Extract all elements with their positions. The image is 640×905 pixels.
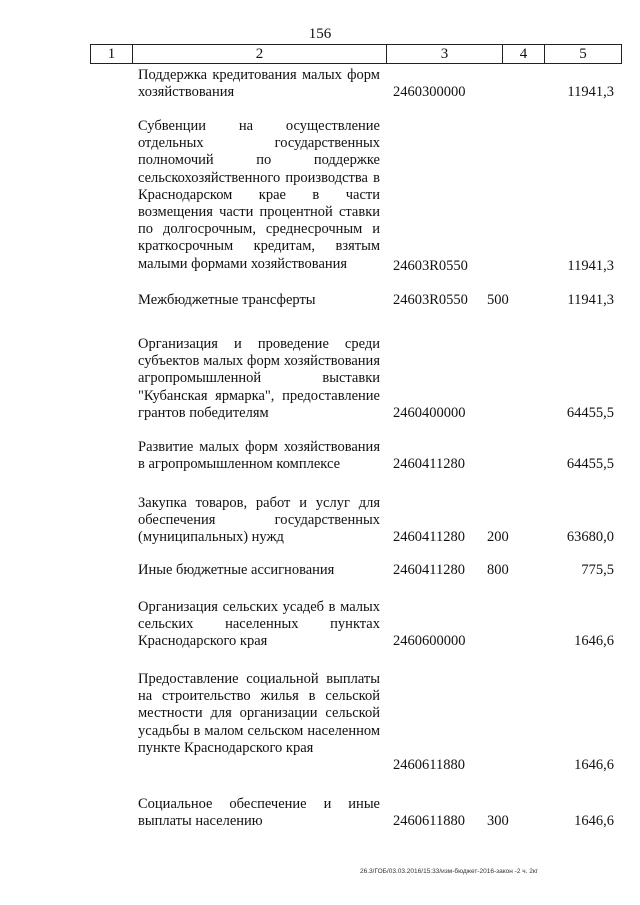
row-description: Предоставление социальной выплаты на строительство жилья в сельской местности для организации сельской усадьбы в малом сельском населенном пункте Краснодарского края: [138, 671, 380, 756]
table-row: [0, 439, 640, 495]
row-description: Межбюджетные трансферты: [138, 292, 316, 308]
row-expense-type: 300: [487, 813, 509, 829]
row-description: Поддержка кредитования малых форм хозяйствования: [138, 67, 380, 101]
header-col-1: 1: [90, 45, 132, 63]
row-code: 2460400000: [393, 405, 466, 421]
row-expense-type: 500: [487, 292, 509, 308]
row-amount: 64455,5: [566, 405, 614, 421]
row-description: Закупка товаров, работ и услуг для обеспечения государственных (муниципальных) нужд: [138, 495, 380, 546]
table-row: [0, 562, 640, 599]
row-description: Социальное обеспечение и иные выплаты населению: [138, 796, 380, 830]
header-col-2: 2: [132, 45, 386, 63]
header-col-4: 4: [502, 45, 544, 63]
table-row: [0, 599, 640, 671]
table-row: [0, 671, 640, 796]
row-description: Иные бюджетные ассигнования: [138, 562, 335, 578]
row-amount: 64455,5: [566, 456, 614, 472]
row-amount: 11941,3: [567, 84, 614, 100]
footer-document-stamp: 26.3/ГОБ/03.03.2016/15:33/изм-бюджет-2016-закон -2 ч. 2кг: [360, 868, 539, 875]
row-amount: 11941,3: [567, 258, 614, 274]
table-row: [0, 118, 640, 292]
row-code: 2460411280: [393, 562, 465, 578]
page-number: 156: [308, 26, 332, 42]
row-amount: 63680,0: [566, 529, 614, 545]
row-code: 24603R0550: [393, 258, 468, 274]
row-description: Субвенции на осуществление отдельных государственных полномочий по поддержке сельскохозяйственного производства в Краснодарском крае в части возмещения части процентной ставки по долгосрочным, среднесрочным и краткосрочным кредитам, взятым малыми формами хозяйствования: [138, 118, 380, 272]
table-row: [0, 336, 640, 439]
row-description: Организация и проведение среди субъектов малых форм хозяйствования агропромышленной выставки "Кубанская ярмарка", предоставление грантов победителям: [138, 336, 380, 421]
row-code: 24603R0550: [393, 292, 468, 308]
budget-table-body: [0, 67, 640, 836]
row-expense-type: 800: [487, 562, 509, 578]
header-col-5: 5: [544, 45, 622, 63]
row-amount: 11941,3: [567, 292, 614, 308]
row-description: Организация сельских усадеб в малых сельских населенных пунктах Краснодарского края: [138, 599, 380, 650]
row-code: 2460300000: [393, 84, 466, 100]
table-row: [0, 67, 640, 118]
header-col-3: 3: [386, 45, 502, 63]
row-code: 2460611880: [393, 757, 465, 773]
row-code: 2460600000: [393, 633, 466, 649]
row-code: 2460411280: [393, 529, 465, 545]
table-row: [0, 292, 640, 336]
row-amount: 1646,6: [574, 757, 614, 773]
row-amount: 775,5: [581, 562, 614, 578]
row-code: 2460611880: [393, 813, 465, 829]
row-amount: 1646,6: [574, 813, 614, 829]
table-row: [0, 495, 640, 562]
row-description: Развитие малых форм хозяйствования в агропромышленном комплексе: [138, 439, 380, 473]
table-header-row: [90, 44, 622, 64]
row-expense-type: 200: [487, 529, 509, 545]
table-row: [0, 796, 640, 836]
row-amount: 1646,6: [574, 633, 614, 649]
row-code: 2460411280: [393, 456, 465, 472]
